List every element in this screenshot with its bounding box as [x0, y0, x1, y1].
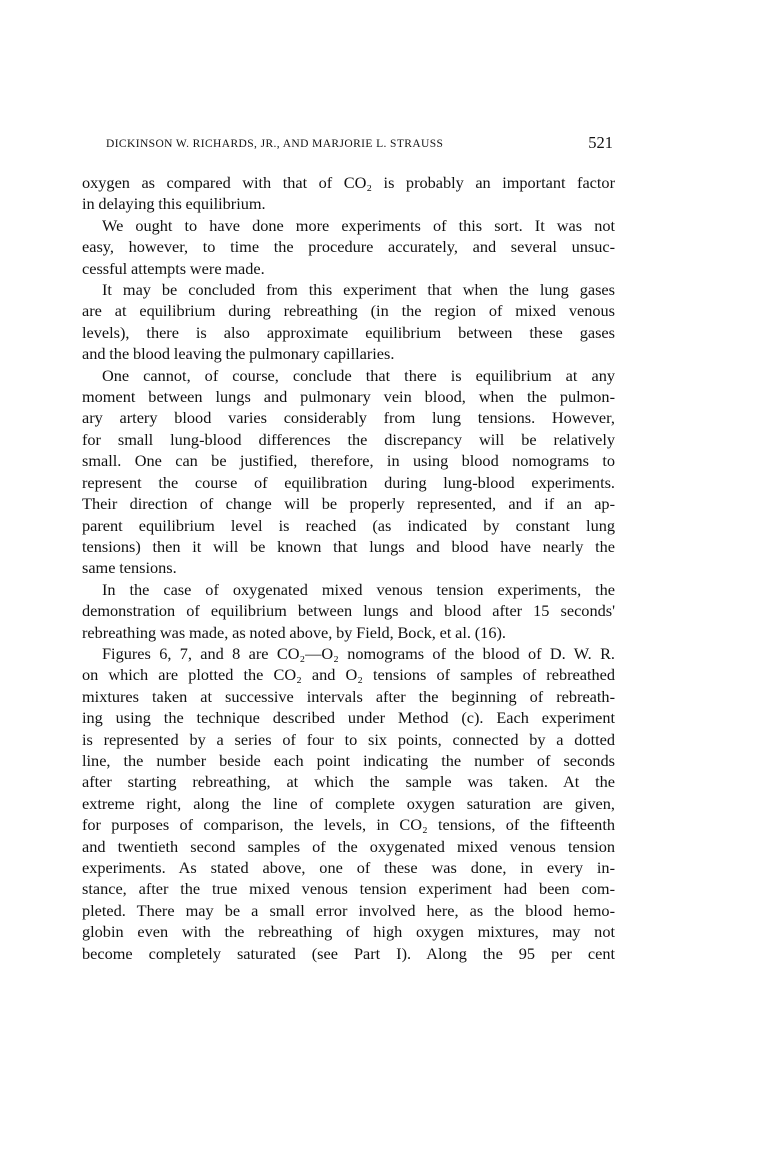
paragraph-line [82, 300, 615, 321]
text-line: are at equilibrium during rebreathing (in the region of mixed venous [82, 301, 615, 321]
text-line: levels), there is also approximate equilibrium between these gases [82, 322, 615, 342]
text-line: tensions) then it will be known that lungs and blood have nearly the [82, 536, 615, 556]
text-line: after starting rebreathing, at which the sample was taken. At the [82, 772, 615, 792]
page-number: 521 [588, 133, 613, 152]
text-line: In the case of oxygenated mixed venous tension experiments, the [102, 579, 615, 599]
text-line: ary artery blood varies considerably from lung tensions. However, [82, 408, 615, 428]
text-line: Figures 6, 7, and 8 are CO₂—O₂ nomograms of the blood of D. W. R. [102, 643, 615, 663]
text-line: pleted. There may be a small error involved here, as the blood hemo- [82, 900, 615, 920]
paragraph-line [82, 878, 615, 899]
paragraph-line [82, 729, 615, 750]
body-text [82, 172, 615, 964]
text-line: small. One can be justified, therefore, in using blood nomograms to [82, 451, 615, 471]
paragraph-line [82, 750, 615, 771]
paragraph [82, 579, 615, 600]
paragraph-line [82, 236, 615, 257]
paragraph-line [82, 664, 615, 685]
text-line: easy, however, to time the procedure accurately, and several unsuc- [82, 237, 615, 257]
paragraph [82, 215, 615, 236]
text-line: rebreathing was made, as noted above, by Field, Bock, et al. (16). [82, 622, 506, 642]
paragraph-line [82, 536, 615, 557]
paragraph [82, 643, 615, 664]
paragraph-line [82, 814, 615, 835]
paragraph-line [82, 622, 615, 643]
text-line: oxygen as compared with that of CO₂ is probably an important factor [82, 173, 615, 192]
text-line: It may be concluded from this experiment that when the lung gases [102, 280, 615, 300]
text-line: moment between lungs and pulmonary vein blood, when the pulmon- [82, 387, 615, 407]
paragraph-line [82, 793, 615, 814]
running-head-authors: DICKINSON W. RICHARDS, JR., AND MARJORIE L. STRAUSS [106, 138, 444, 150]
paragraph-line [82, 343, 615, 364]
paragraph-line [82, 258, 615, 279]
text-line: parent equilibrium level is reached (as indicated by constant lung [82, 515, 615, 535]
paragraph-line [82, 686, 615, 707]
paragraph-line [82, 600, 615, 621]
paragraph-line [82, 836, 615, 857]
text-line: stance, after the true mixed venous tension experiment had been com- [82, 879, 615, 899]
paragraph-line [82, 407, 615, 428]
paragraph-line [82, 386, 615, 407]
paragraph-line [82, 771, 615, 792]
paragraph-line [82, 429, 615, 450]
paragraph-line [82, 857, 615, 878]
text-line: on which are plotted the CO₂ and O₂ tensions of samples of rebreathed [82, 665, 615, 685]
paragraph-line [82, 193, 615, 214]
text-line: for purposes of comparison, the levels, in CO₂ tensions, of the fifteenth [82, 815, 615, 835]
text-line: Their direction of change will be properly represented, and if an ap- [82, 494, 615, 514]
paragraph [82, 279, 615, 300]
text-line: and twentieth second samples of the oxygenated mixed venous tension [82, 836, 615, 856]
text-line: represent the course of equilibration during lung-blood experiments. [82, 472, 615, 492]
paragraph-line [82, 472, 615, 493]
text-line: and the blood leaving the pulmonary capillaries. [82, 344, 395, 364]
paragraph-line [82, 450, 615, 471]
paragraph [82, 172, 615, 193]
text-line: in delaying this equilibrium. [82, 194, 266, 214]
text-line: mixtures taken at successive intervals after the beginning of rebreath- [82, 686, 615, 706]
text-line: demonstration of equilibrium between lungs and blood after 15 seconds' [82, 601, 615, 621]
paragraph-line [82, 900, 615, 921]
text-line: same tensions. [82, 558, 177, 578]
text-line: extreme right, along the line of complete oxygen saturation are given, [82, 793, 615, 813]
paragraph-line [82, 943, 615, 964]
paragraph-line [82, 322, 615, 343]
paragraph-line [82, 707, 615, 728]
paragraph [82, 365, 615, 386]
text-line: experiments. As stated above, one of these was done, in every in- [82, 858, 615, 877]
text-line: globin even with the rebreathing of high oxygen mixtures, may not [82, 922, 615, 942]
text-line: One cannot, of course, conclude that there is equilibrium at any [102, 365, 615, 385]
paragraph-line [82, 921, 615, 942]
running-head [106, 133, 613, 155]
text-line: We ought to have done more experiments of this sort. It was not [102, 215, 615, 235]
text-line: line, the number beside each point indicating the number of seconds [82, 750, 615, 770]
paragraph-line [82, 557, 615, 578]
text-line: cessful attempts were made. [82, 258, 265, 278]
text-line: become completely saturated (see Part I). Along the 95 per cent [82, 943, 615, 963]
text-line: for small lung-blood differences the discrepancy will be relatively [82, 429, 615, 449]
text-line: is represented by a series of four to six points, connected by a dotted [82, 729, 615, 749]
paragraph-line [82, 493, 615, 514]
text-line: ing using the technique described under Method (c). Each experiment [82, 708, 615, 728]
paragraph-line [82, 515, 615, 536]
